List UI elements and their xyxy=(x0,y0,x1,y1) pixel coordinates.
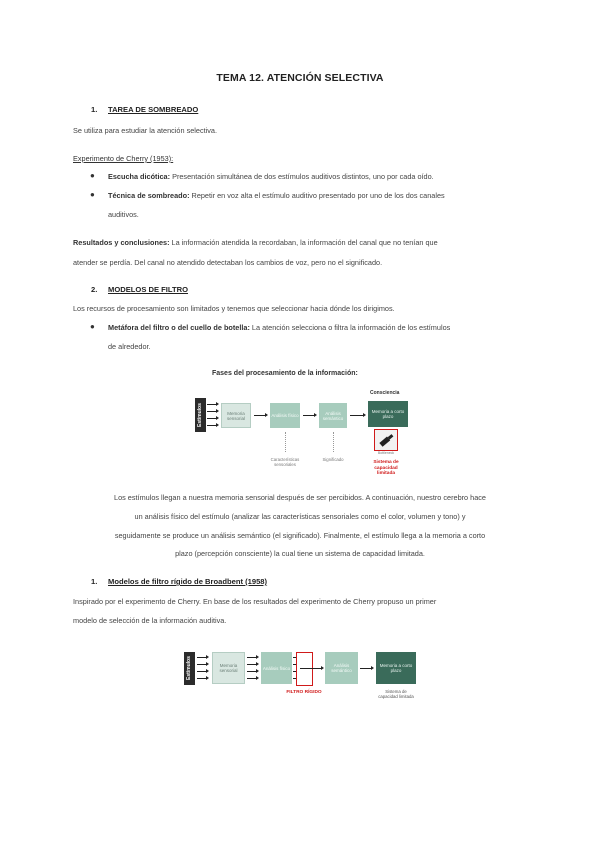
bullet-escucha-term: Escucha dicótica: xyxy=(108,172,171,181)
figure-2-limited-capacity-note: Sistema de capacidad limitada xyxy=(378,689,414,699)
arrow-icon xyxy=(207,425,217,426)
results-line-2: atender se perdía. Del canal no atendido detectaban los cambios de voz, pero no el significado. xyxy=(73,258,383,267)
figure-2-box-memoria-corto-plazo: Memoria a corto plazo xyxy=(376,652,416,684)
arrow-icon xyxy=(207,418,217,419)
subsection-number: 1. xyxy=(91,577,98,586)
bullet-metafora-text: La atención selecciona o filtra la información de los estímulos xyxy=(249,323,451,332)
arrow-icon xyxy=(247,678,257,679)
arrow-icon xyxy=(247,657,257,658)
results-text: La información atendida la recordaban, la información del canal que no tenían que xyxy=(169,238,438,247)
subsection-heading: Modelos de filtro rígido de Broadbent (1958) xyxy=(108,577,268,586)
bullet-dot: ● xyxy=(90,190,95,199)
bullet-sombreado-term: Técnica de sombreado: xyxy=(108,191,190,200)
arrow-icon xyxy=(303,415,315,416)
page-title: TEMA 12. ATENCIÓN SELECTIVA xyxy=(216,72,384,84)
figure-2-box-memoria-sensorial: Memoria sensorial xyxy=(212,652,245,684)
arrow-icon xyxy=(254,415,266,416)
paragraph-line: plazo (percepción consciente) la cual tiene un sistema de capacidad limitada. xyxy=(175,549,425,558)
figure-1-limited-capacity-label: Sistema de capacidad limitada xyxy=(373,460,399,476)
bullet-dot: ● xyxy=(90,322,95,331)
bullet-metafora-cont: de alrededor. xyxy=(108,342,151,351)
bullet-metafora-term: Metáfora del filtro o del cuello de botella: xyxy=(108,323,250,332)
figure-2-stimuli-label: Estímulos xyxy=(184,652,195,685)
section-1-heading: TAREA DE SOMBREADO xyxy=(108,105,199,114)
figure-1-box-analisis-semantico: Análisis semántico xyxy=(319,403,347,428)
arrow-icon xyxy=(247,664,257,665)
figure-2-box-analisis-semantico: Análisis semántico xyxy=(325,652,358,684)
experiment-heading: Experimento de Cherry (1953): xyxy=(73,154,174,163)
figure-1-box-memoria-corto-plazo: Memoria a corto plazo xyxy=(368,401,408,427)
arrow-icon xyxy=(350,415,364,416)
section-1-number: 1. xyxy=(91,105,98,114)
figure-2-filter-label: FILTRO RÍGIDO xyxy=(286,690,322,695)
results-line-1 xyxy=(73,237,533,249)
dotted-arrow-icon xyxy=(333,432,334,452)
figure-1-box-analisis-fisico: Análisis físico xyxy=(270,403,300,428)
paragraph-line: un análisis físico del estímulo (analizar las características sensoriales como el color, volumen y tono) y xyxy=(134,512,466,521)
figure-1-note-significado: Significado xyxy=(322,457,344,462)
figure-1-stimuli-label: Estímulos xyxy=(195,398,206,432)
bullet-sombreado-cont: auditivos. xyxy=(108,210,139,219)
arrow-icon xyxy=(197,657,207,658)
arrow-icon xyxy=(207,411,217,412)
arrow-icon xyxy=(247,671,257,672)
arrow-icon xyxy=(207,404,217,405)
arrow-icon xyxy=(197,678,207,679)
section-1-intro: Se utiliza para estudiar la atención selectiva. xyxy=(73,126,217,135)
paragraph-line: seguidamente se produce un análisis semántico (el significado). Finalmente, el estímulo llega a la memoria a corto xyxy=(114,531,486,540)
bullet-escucha xyxy=(108,171,434,183)
bottleneck-caption: Bottleneck xyxy=(377,451,395,455)
figure-1-note-sensorial: Características sensoriales xyxy=(270,457,300,467)
arrow-icon xyxy=(197,671,207,672)
arrow-icon xyxy=(300,668,322,669)
dotted-arrow-icon xyxy=(285,432,286,452)
bullet-dot: ● xyxy=(90,171,95,180)
arrow-icon xyxy=(360,668,372,669)
section-2-number: 2. xyxy=(91,285,98,294)
subsection-line-1: Inspirado por el experimento de Cherry. En base de los resultados del experimento de Cherry propuso un primer xyxy=(73,597,437,606)
bottleneck-icon xyxy=(374,429,398,451)
arrow-icon xyxy=(197,664,207,665)
figure-2-box-analisis-fisico: Análisis físico xyxy=(261,652,292,684)
subsection-line-2: modelo de selección de la información auditiva. xyxy=(73,616,227,625)
section-2-intro: Los recursos de procesamiento son limitados y tenemos que seleccionar hacia dónde los dirigimos. xyxy=(73,304,395,313)
figure-1-box-memoria-sensorial: Memoria sensorial xyxy=(221,403,251,428)
figure-1-consciencia-label: Consciencia xyxy=(370,390,400,396)
bullet-sombreado-text: Repetir en voz alta el estímulo auditivo presentado por uno de los dos canales xyxy=(189,191,445,200)
bullet-sombreado xyxy=(108,190,538,202)
section-2-heading: MODELOS DE FILTRO xyxy=(108,285,189,294)
bullet-escucha-text: Presentación simultánea de dos estímulos auditivos distintos, uno por cada oído. xyxy=(170,172,434,181)
results-term: Resultados y conclusiones: xyxy=(73,238,170,247)
bullet-metafora xyxy=(108,322,538,334)
figure-1-title: Fases del procesamiento de la información: xyxy=(212,370,358,377)
rigid-filter-box xyxy=(296,652,313,686)
paragraph-line: Los estímulos llegan a nuestra memoria sensorial después de ser percibidos. A continuación, nuestro cerebro hace xyxy=(114,493,486,502)
